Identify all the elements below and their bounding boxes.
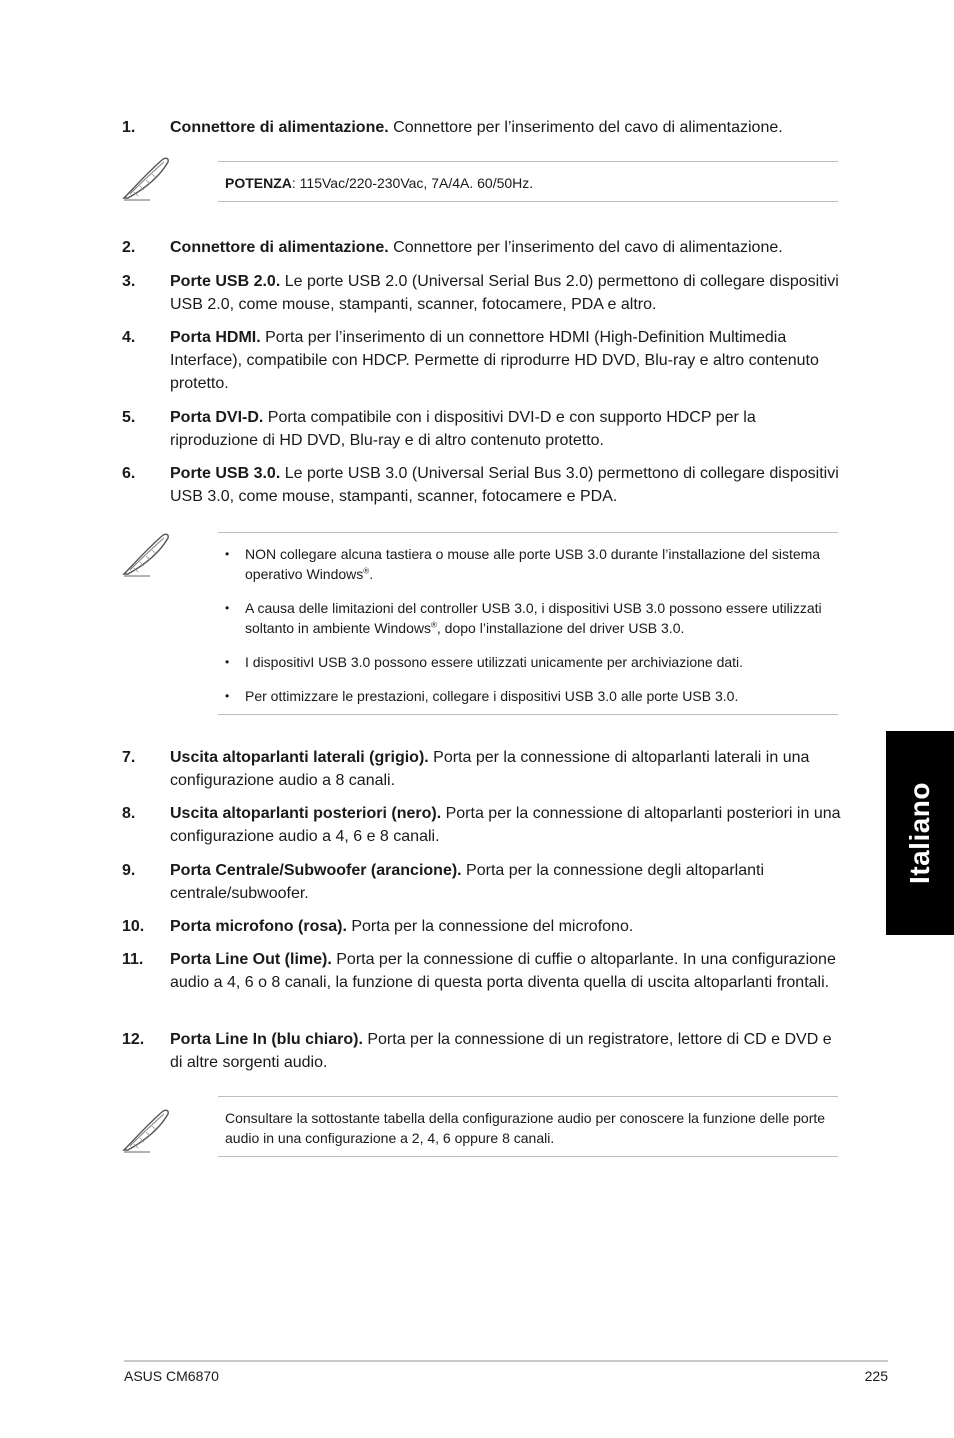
item-lead: Connettore di alimentazione. [170, 119, 389, 136]
note-bullet: • I dispositivI USB 3.0 possono essere utilizzati unicamente per archiviazione dati. [218, 652, 828, 672]
note-power [218, 161, 838, 202]
list-item-3 [122, 270, 842, 316]
pen-note-icon [120, 154, 172, 202]
footer-model: ASUS CM6870 [124, 1368, 219, 1384]
item-text: Le porte USB 3.0 (Universal Serial Bus 3.0) permettono di collegare dispositivi USB 3.0, come mouse, stampanti, scanner, fotocamere e PDA. [170, 465, 839, 505]
note-power-sep: : [291, 175, 296, 191]
item-number: 7. [122, 749, 136, 766]
item-number: 5. [122, 409, 136, 426]
list-item-8 [122, 802, 842, 848]
note-bullet: • NON collegare alcuna tastiera o mouse alle porte USB 3.0 durante l’installazione del sistema operativo Windows®. [218, 544, 828, 584]
list-item-4 [122, 326, 842, 395]
item-lead: Porte USB 3.0. [170, 465, 281, 482]
item-number: 3. [122, 273, 136, 290]
language-tab [886, 731, 954, 935]
list-item-5 [122, 406, 842, 452]
item-text: Connettore per l’inserimento del cavo di alimentazione. [388, 119, 783, 136]
pen-note-icon [120, 1106, 172, 1154]
list-item-12 [122, 1028, 842, 1074]
pen-note-icon [120, 530, 172, 578]
note-usb3 [218, 532, 838, 715]
item-lead: Uscita altoparlanti posteriori (nero). [170, 805, 442, 822]
item-lead: Porta Line Out (lime). [170, 951, 332, 968]
list-item-10 [122, 915, 842, 938]
item-text: Porta per la connessione degli altoparlanti centrale/subwoofer. [170, 862, 765, 902]
item-text: Porta per la connessione del microfono. [346, 918, 634, 935]
item-text: Porta per la connessione di cuffie o altoparlante. In una configurazione audio a 4, 6 o 8 canali, la funzione di questa porta diventa quella di uscita altoparlanti frontali. [170, 951, 836, 991]
item-lead: Uscita altoparlanti laterali (grigio). [170, 749, 429, 766]
item-number: 12. [122, 1031, 145, 1048]
item-number: 2. [122, 239, 136, 256]
list-item-7 [122, 746, 842, 792]
item-lead: Porta Centrale/Subwoofer (arancione). [170, 862, 462, 879]
note-audio-text: Consultare la sottostante tabella della configurazione audio per conoscere la funzione delle porte audio in una configurazione a 2, 4, 6 oppure 8 canali. [225, 1110, 826, 1146]
item-text: Porta per la connessione di altoparlanti posteriori in una configurazione audio a 4, 6 e 8 canali. [170, 805, 841, 845]
item-text: Porta per la connessione di altoparlanti laterali in una configurazione audio a 8 canali. [170, 749, 810, 789]
note-bullet: • A causa delle limitazioni del controller USB 3.0, i dispositivi USB 3.0 possono essere utilizzati soltanto in ambiente Windows®, dopo l’installazione del driver USB 3.0. [218, 598, 828, 638]
item-lead: Porte USB 2.0. [170, 273, 281, 290]
item-number: 11. [122, 951, 144, 968]
language-tab-label: Italiano [904, 781, 935, 885]
item-text: Porta per l’inserimento di un connettore HDMI (High-Definition Multimedia Interface), compatibile con HDCP. Permette di riprodurre HD DVD, Blu-ray e altro contenuto protetto. [170, 329, 819, 392]
note-power-text: 115Vac/220-230Vac, 7A/4A. 60/50Hz. [295, 175, 534, 191]
note-audio-config [218, 1096, 838, 1157]
note-power-label: POTENZA [225, 175, 292, 191]
item-text: Le porte USB 2.0 (Universal Serial Bus 2.0) permettono di collegare dispositivi USB 2.0, come mouse, stampanti, scanner, fotocamere, PDA e altro. [170, 273, 839, 313]
list-item-11 [122, 948, 842, 994]
item-lead: Connettore di alimentazione. [170, 239, 389, 256]
item-lead: Porta DVI-D. [170, 409, 264, 426]
list-item-6 [122, 462, 842, 508]
item-number: 4. [122, 329, 136, 346]
footer-page-number: 225 [864, 1368, 888, 1384]
list-item-1 [122, 116, 842, 139]
list-item-2 [122, 236, 842, 259]
item-text: Porta per la connessione di un registratore, lettore di CD e DVD e di altre sorgenti audio. [170, 1031, 832, 1071]
item-lead: Porta HDMI. [170, 329, 261, 346]
item-number: 10. [122, 918, 145, 935]
item-number: 9. [122, 862, 136, 879]
item-lead: Porta microfono (rosa). [170, 918, 347, 935]
footer-divider [124, 1360, 888, 1362]
item-text: Porta compatibile con i dispositivi DVI-D e con supporto HDCP per la riproduzione di HD DVD, Blu-ray e di altro contenuto protetto. [170, 409, 756, 449]
item-number: 6. [122, 465, 136, 482]
list-item-9 [122, 859, 842, 905]
note-bullet: • Per ottimizzare le prestazioni, collegare i dispositivi USB 3.0 alle porte USB 3.0. [218, 686, 828, 706]
item-text: Connettore per l’inserimento del cavo di alimentazione. [388, 239, 783, 256]
item-number: 1. [122, 119, 136, 136]
item-lead: Porta Line In (blu chiaro). [170, 1031, 363, 1048]
item-number: 8. [122, 805, 136, 822]
